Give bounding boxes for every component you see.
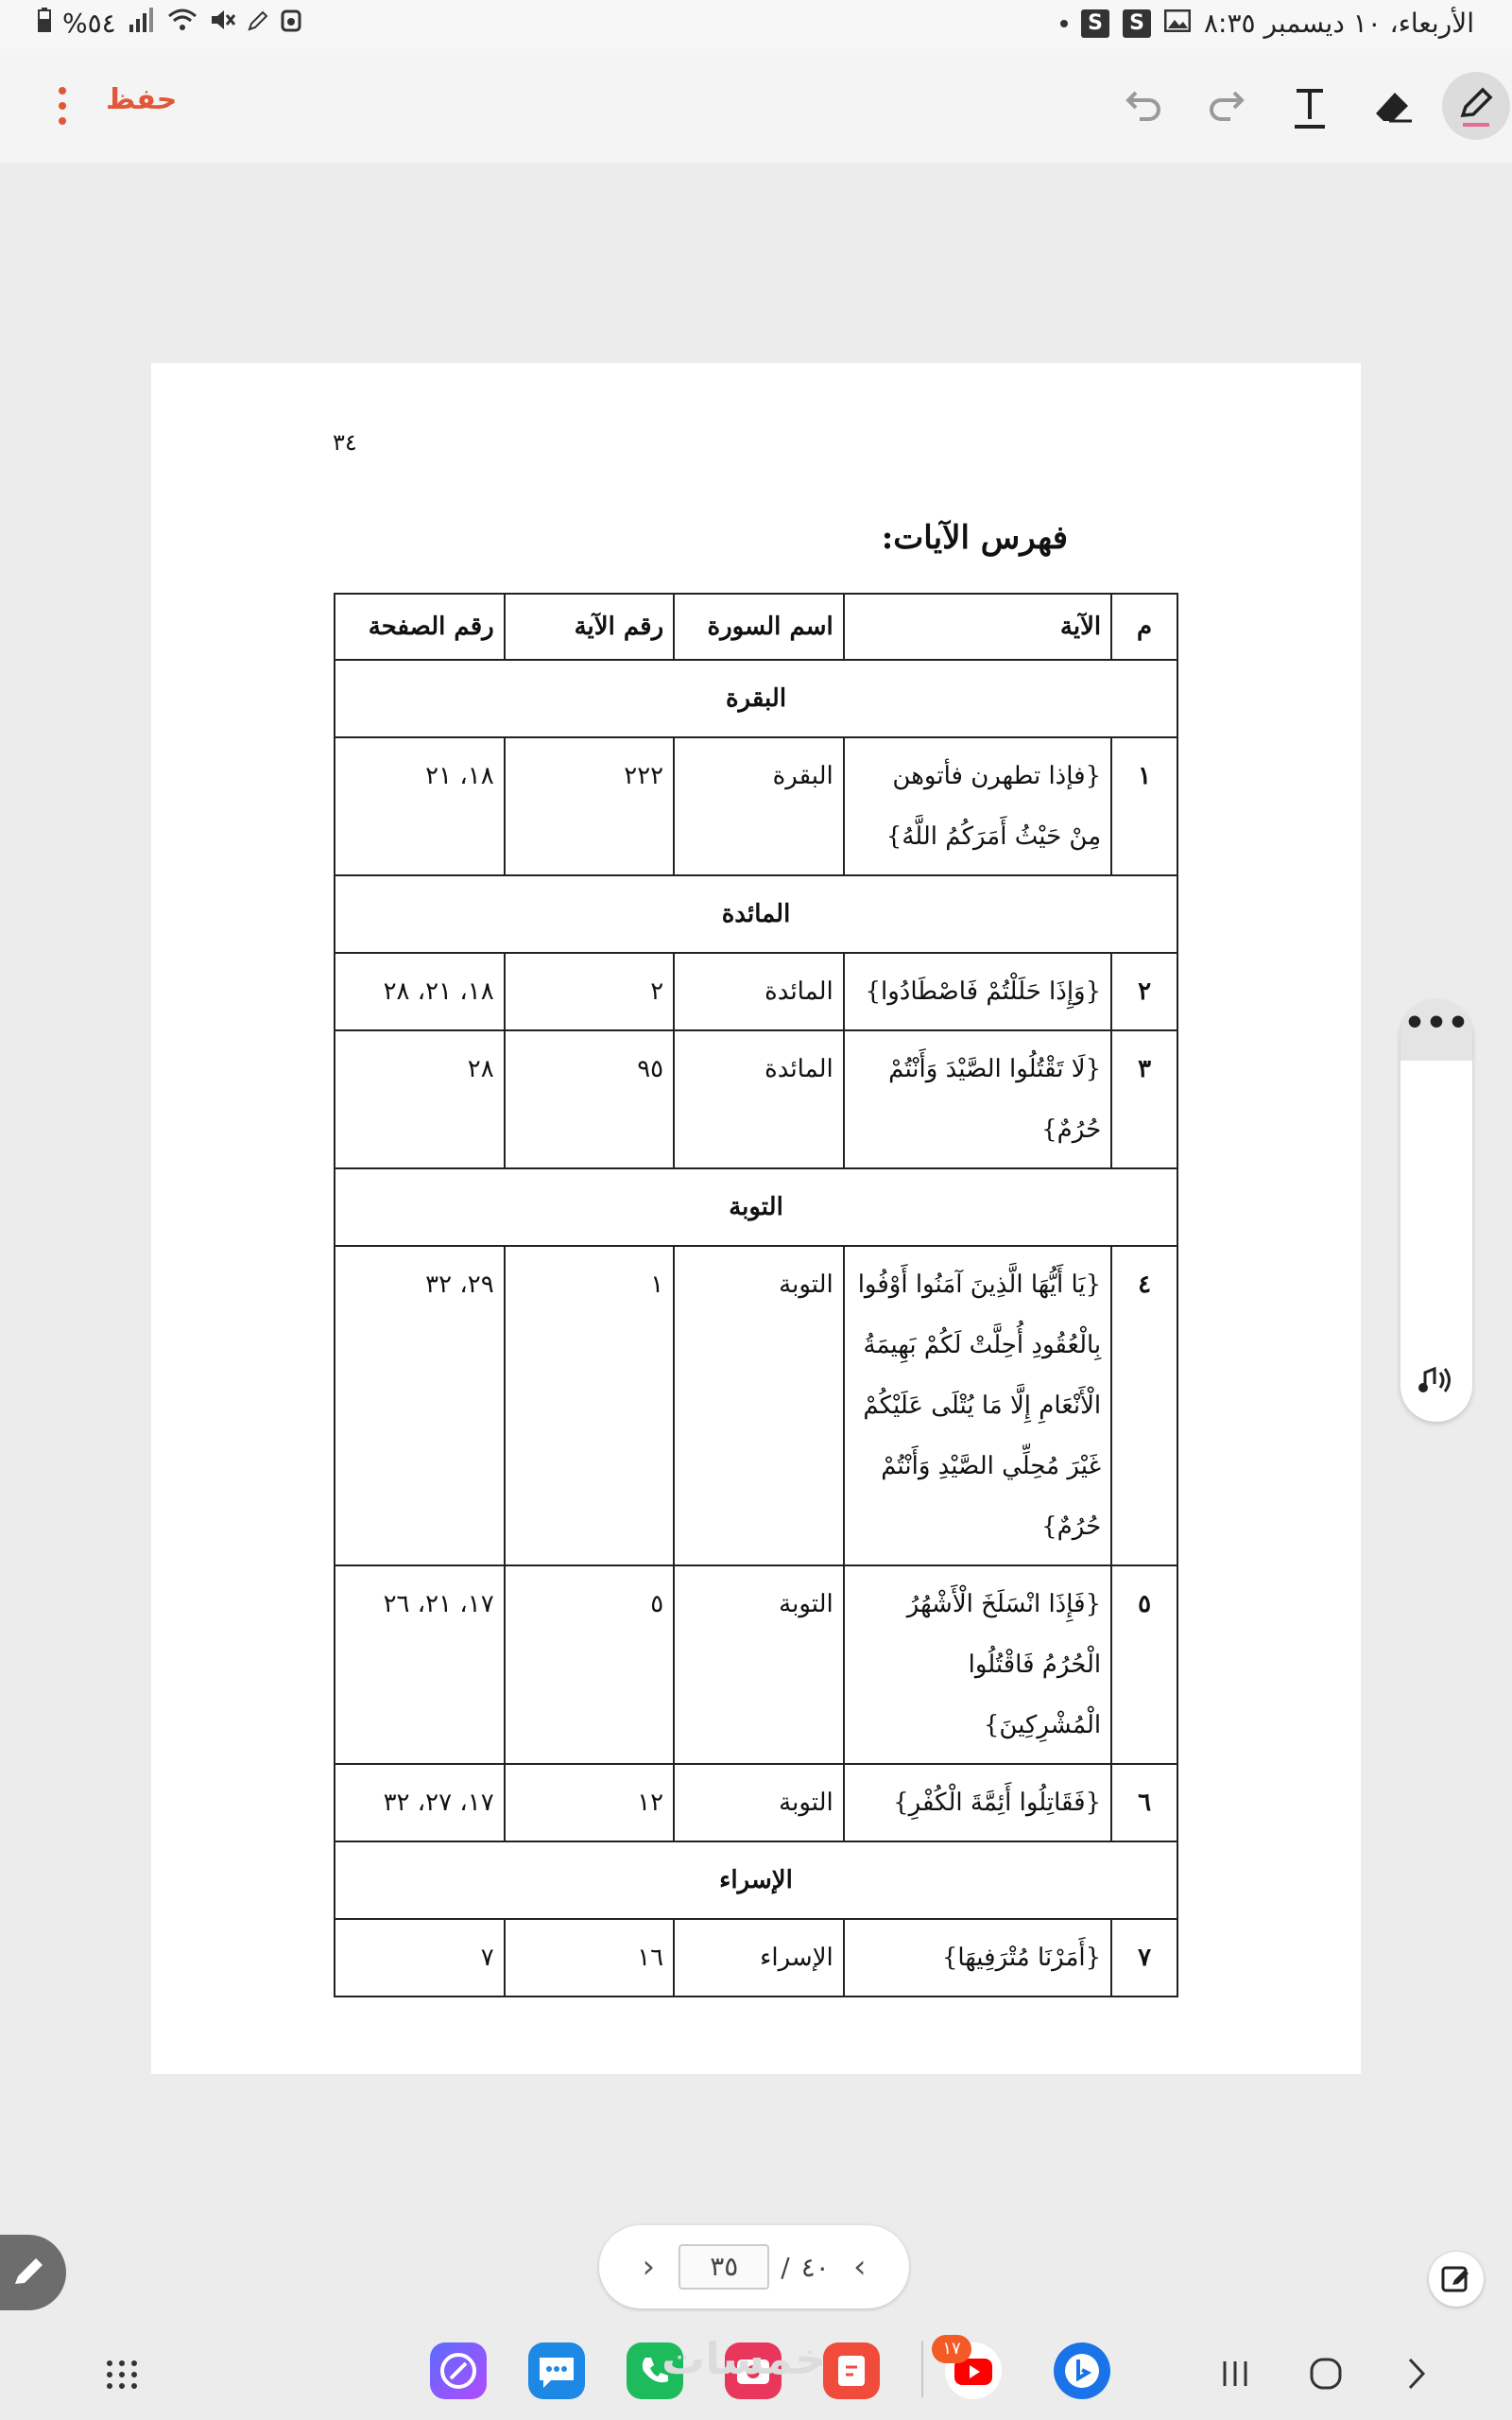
status-bar [0,0,1512,49]
previous-page-icon[interactable]: ‹ [642,2248,656,2286]
row-ayah: {فَقَاتِلُوا أَئِمَّةَ الْكُفْرِ} [844,1764,1111,1841]
header-ayah: الآية [844,594,1111,660]
group-name: البقرة [335,660,1177,737]
recent-apps-icon[interactable] [1211,2350,1259,2397]
page-navigation [599,2225,909,2308]
row-surah: التوبة [674,1565,844,1764]
gallery-icon [1164,8,1191,39]
header-num: م [1111,594,1177,660]
group-row [335,1168,1177,1246]
edit-fab-icon[interactable] [0,2235,66,2310]
row-page-number: ١٨، ٢١، ٢٨ [335,953,505,1030]
row-surah: البقرة [674,737,844,875]
header-surah: اسم السورة [674,594,844,660]
row-page-number: ١٧، ٢١، ٢٦ [335,1565,505,1764]
row-ayah: {فَإِذَا انْسَلَخَ الْأَشْهُرُ الْحُرُمُ فَاقْتُلُوا الْمُشْرِكِينَ} [844,1565,1111,1764]
status-right [1060,8,1474,39]
row-ayah: {فإذا تطهرن فأتوهن مِنْ حَيْثُ أَمَرَكُمُ اللَّهُ} [844,737,1111,875]
group-row [335,875,1177,953]
group-name: المائدة [335,875,1177,953]
table-row [335,1565,1177,1764]
row-ayah: {لَا تَقْتُلُوا الصَّيْدَ وَأَنْتُمْ حُرُمٌ} [844,1030,1111,1168]
row-ayah: {يَا أَيُّهَا الَّذِينَ آمَنُوا أَوْفُوا بِالْعُقُودِ أُحِلَّتْ لَكُمْ بَهِيمَةُ الْأَنْعَامِ إِلَّا مَا يُتْلَى عَلَيْكُمْ غَيْرَ مُحِلِّي الصَّيْدِ وَأَنْتُمْ حُرُمٌ} [844,1246,1111,1565]
table-row [335,953,1177,1030]
annotate-fab-icon[interactable] [1429,2252,1484,2307]
row-page-number: ٧ [335,1919,505,1996]
app-drawer-icon[interactable] [98,2350,146,2397]
document-page [151,363,1361,2074]
row-num: ٥ [1111,1565,1177,1764]
header-page-number: رقم الصفحة [335,594,505,660]
row-page-number: ١٨، ٢١ [335,737,505,875]
battery-level: %٥٤ [62,8,116,39]
text-tool-icon[interactable] [1281,78,1338,134]
wifi-icon [167,8,198,39]
header-ayah-number: رقم الآية [505,594,674,660]
read-aloud-icon[interactable] [1416,1359,1457,1405]
group-name: الإسراء [335,1841,1177,1919]
table-row [335,1919,1177,1996]
s-app-icon-2: S [1081,9,1109,38]
table-row [335,1030,1177,1168]
row-ayah-number: ٢٢٢ [505,737,674,875]
row-num: ٣ [1111,1030,1177,1168]
row-ayah-number: ٩٥ [505,1030,674,1168]
row-page-number: ٢٨ [335,1030,505,1168]
floating-side-panel[interactable] [1400,1000,1472,1422]
app-status-icon [281,8,301,39]
panel-more-icon[interactable]: ••• [1400,1000,1472,1061]
row-page-number: ١٧، ٢٧، ٣٢ [335,1764,505,1841]
row-surah: المائدة [674,1030,844,1168]
watermark: خمسات [662,2333,827,2384]
row-num: ٧ [1111,1919,1177,1996]
group-row [335,660,1177,737]
row-num: ١ [1111,737,1177,875]
mute-icon [209,8,235,39]
s-app-icon: S [1123,9,1151,38]
group-row [335,1841,1177,1919]
battery-icon [38,8,51,39]
notes-app-icon[interactable] [823,2342,880,2399]
current-page-input[interactable]: ٣٥ [679,2244,769,2290]
redo-icon[interactable] [1198,78,1255,134]
save-button[interactable]: حفظ [106,83,178,116]
row-page-number: ٢٩، ٣٢ [335,1246,505,1565]
row-num: ٢ [1111,953,1177,1030]
row-surah: التوبة [674,1246,844,1565]
messages-app-icon[interactable] [528,2342,585,2399]
row-ayah-number: ١٢ [505,1764,674,1841]
eraser-icon[interactable] [1365,78,1421,134]
row-surah: التوبة [674,1764,844,1841]
row-ayah-number: ٢ [505,953,674,1030]
notification-badge: ١٧ [932,2335,971,2363]
dock-divider [921,2341,923,2397]
row-ayah: {أَمَرْنَا مُتْرَفِيهَا} [844,1919,1111,1996]
internet-app-icon[interactable] [430,2342,487,2399]
pen-status-icon [247,8,269,39]
page-separator: / [781,2251,790,2283]
signal-icon [128,8,156,39]
editor-toolbar [0,49,1512,163]
undo-icon[interactable] [1115,78,1172,134]
total-pages: ٤٠ [800,2251,830,2283]
table-row [335,1764,1177,1841]
table-row [335,1246,1177,1565]
row-num: ٦ [1111,1764,1177,1841]
back-icon[interactable] [1393,2350,1440,2397]
row-surah: المائدة [674,953,844,1030]
row-ayah-number: ١ [505,1246,674,1565]
row-ayah-number: ٥ [505,1565,674,1764]
row-ayah: {وَإِذَا حَلَلْتُمْ فَاصْطَادُوا} [844,953,1111,1030]
row-surah: الإسراء [674,1919,844,1996]
group-name: التوبة [335,1168,1177,1246]
ayat-index-table [334,593,1178,1997]
table-header-row [335,594,1177,660]
next-page-icon[interactable]: › [852,2248,867,2286]
table-row [335,737,1177,875]
bing-app-icon[interactable] [1054,2342,1110,2399]
home-icon[interactable] [1302,2350,1349,2397]
pen-tool-icon[interactable] [1442,72,1510,140]
row-num: ٤ [1111,1246,1177,1565]
row-ayah-number: ١٦ [505,1919,674,1996]
page-number: ٣٤ [333,429,357,456]
more-options-icon[interactable] [53,83,72,129]
notification-dot-icon [1060,20,1068,27]
datetime: الأربعاء، ١٠ ديسمبر ٨:٣٥ [1204,8,1474,39]
index-title: فهرس الآيات: [881,519,1068,557]
status-left [38,8,301,39]
